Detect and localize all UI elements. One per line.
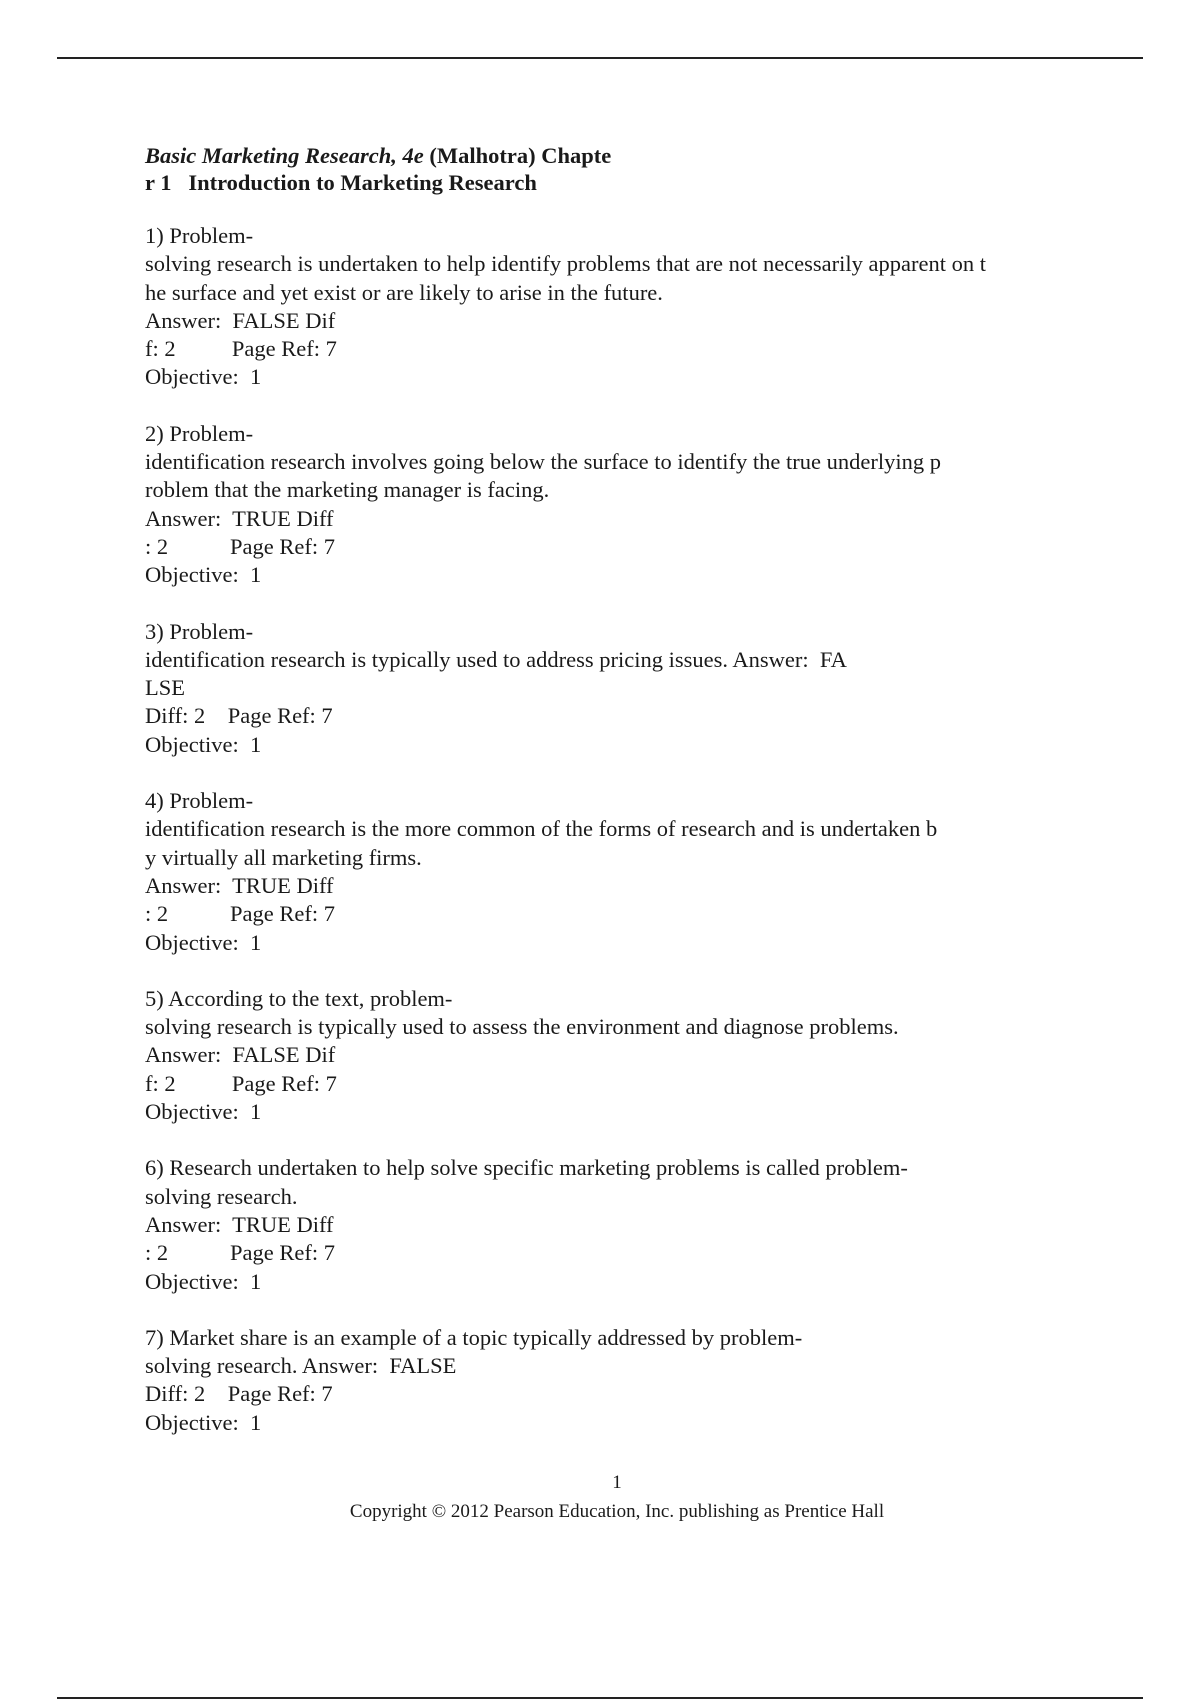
title-line-2: r 1 Introduction to Marketing Research: [145, 170, 537, 195]
page-number: 1: [612, 1472, 622, 1493]
question-line: solving research is undertaken to help identify problems that are not necessarily apparent on t: [145, 251, 986, 277]
page-content: [145, 142, 1045, 1465]
question-item: [145, 787, 1045, 957]
question-line: identification research involves going below the surface to identify the true underlying p: [145, 449, 942, 475]
question-line: f: 2 Page Ref: 7: [145, 1070, 337, 1096]
footer-rule: [57, 1697, 1143, 1699]
question-line: LSE: [145, 675, 186, 701]
question-line: 5) According to the text, problem-: [145, 985, 453, 1011]
question-line: Objective: 1: [145, 1099, 262, 1125]
question-line: solving research.: [145, 1183, 298, 1209]
question-item: [145, 1324, 1045, 1437]
question-line: y virtually all marketing firms.: [145, 844, 422, 870]
question-line: : 2 Page Ref: 7: [145, 533, 335, 559]
question-line: Diff: 2 Page Ref: 7: [145, 703, 333, 729]
question-line: 2) Problem-: [145, 420, 254, 446]
title-line-1: [145, 142, 1045, 169]
question-line: Answer: FALSE Dif: [145, 1042, 336, 1068]
title-rest: (Malhotra) Chapte: [423, 143, 612, 168]
header-rule: [57, 57, 1143, 59]
question-line: identification research is typically used to address pricing issues. Answer: FA: [145, 646, 847, 672]
question-line: Answer: TRUE Diff: [145, 872, 334, 898]
question-line: 1) Problem-: [145, 223, 254, 248]
question-item: [145, 1154, 1045, 1295]
question-line: he surface and yet exist or are likely to arise in the future.: [145, 279, 663, 305]
question-item: [145, 222, 1045, 392]
copyright-notice: Copyright © 2012 Pearson Education, Inc. publishing as Prentice Hall: [349, 1501, 885, 1522]
question-line: 7) Market share is an example of a topic typically addressed by problem-: [145, 1324, 803, 1350]
question-line: solving research is typically used to assess the environment and diagnose problems.: [145, 1014, 899, 1040]
question-item: [145, 985, 1045, 1126]
question-line: Answer: FALSE Dif: [145, 307, 336, 333]
question-line: 4) Problem-: [145, 788, 254, 814]
question-line: Objective: 1: [145, 364, 262, 390]
question-line: Objective: 1: [145, 562, 262, 588]
question-line: 6) Research undertaken to help solve specific marketing problems is called problem-: [145, 1155, 908, 1181]
question-line: Answer: TRUE Diff: [145, 1211, 334, 1237]
question-line: : 2 Page Ref: 7: [145, 1240, 335, 1266]
book-title: Basic Marketing Research, 4e: [145, 143, 424, 168]
question-line: roblem that the marketing manager is facing.: [145, 477, 550, 503]
question-line: Objective: 1: [145, 731, 262, 757]
question-line: identification research is the more common of the forms of research and is undertaken b: [145, 816, 938, 842]
question-line: Objective: 1: [145, 1268, 262, 1294]
question-line: : 2 Page Ref: 7: [145, 901, 335, 927]
question-line: Diff: 2 Page Ref: 7: [145, 1381, 333, 1407]
question-item: [145, 618, 1045, 759]
question-line: 3) Problem-: [145, 618, 254, 644]
question-line: Objective: 1: [145, 1409, 262, 1435]
question-line: Objective: 1: [145, 929, 262, 955]
question-line: f: 2 Page Ref: 7: [145, 336, 337, 362]
question-line: solving research. Answer: FALSE: [145, 1353, 457, 1379]
question-line: Answer: TRUE Diff: [145, 505, 334, 531]
question-list: [145, 222, 1045, 1437]
question-item: [145, 420, 1045, 590]
document-title: [145, 142, 1045, 196]
